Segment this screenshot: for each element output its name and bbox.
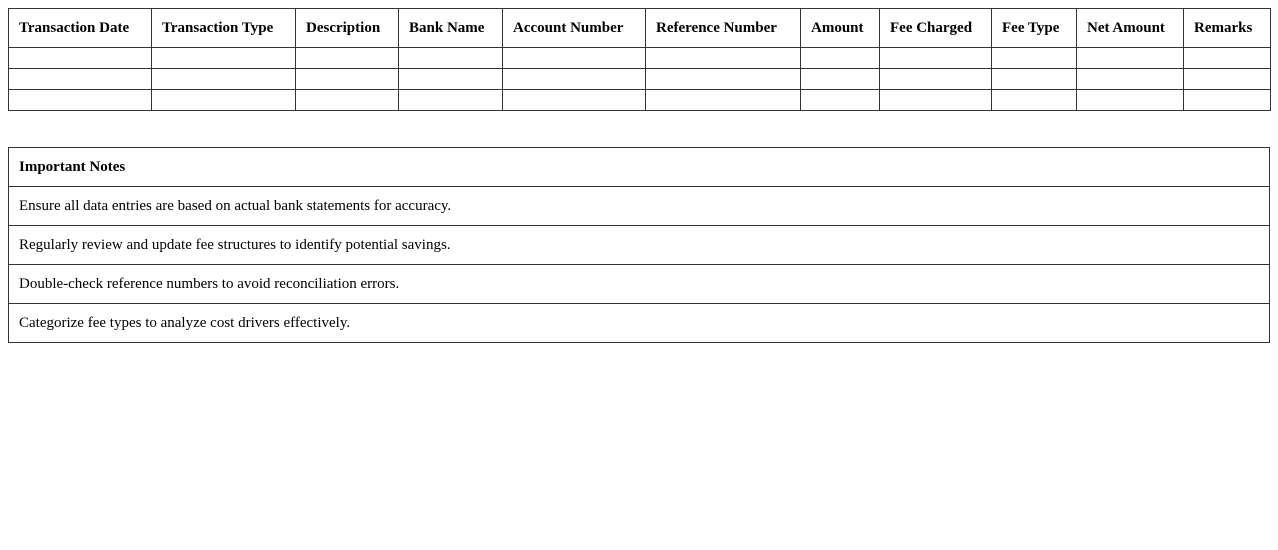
table-row: [9, 48, 1271, 69]
column-header-description: Description: [296, 9, 399, 48]
table-cell[interactable]: [152, 48, 296, 69]
table-cell[interactable]: [152, 69, 296, 90]
notes-title: Important Notes: [9, 148, 1270, 187]
table-cell[interactable]: [9, 90, 152, 111]
note-item: Double-check reference numbers to avoid reconciliation errors.: [9, 265, 1270, 304]
table-cell[interactable]: [880, 90, 992, 111]
table-cell[interactable]: [296, 69, 399, 90]
column-header-bank-name: Bank Name: [399, 9, 503, 48]
table-cell[interactable]: [1077, 90, 1184, 111]
table-cell[interactable]: [992, 90, 1077, 111]
table-cell[interactable]: [801, 48, 880, 69]
table-cell[interactable]: [296, 48, 399, 69]
table-cell[interactable]: [1184, 48, 1271, 69]
table-cell[interactable]: [503, 48, 646, 69]
column-header-reference-number: Reference Number: [646, 9, 801, 48]
table-cell[interactable]: [1077, 69, 1184, 90]
table-cell[interactable]: [152, 90, 296, 111]
table-cell[interactable]: [880, 69, 992, 90]
table-row: [9, 69, 1271, 90]
note-item: Ensure all data entries are based on actual bank statements for accuracy.: [9, 187, 1270, 226]
note-item: Categorize fee types to analyze cost drivers effectively.: [9, 304, 1270, 343]
table-cell[interactable]: [296, 90, 399, 111]
column-header-fee-charged: Fee Charged: [880, 9, 992, 48]
column-header-fee-type: Fee Type: [992, 9, 1077, 48]
column-header-transaction-type: Transaction Type: [152, 9, 296, 48]
table-cell[interactable]: [646, 69, 801, 90]
table-cell[interactable]: [9, 69, 152, 90]
table-cell[interactable]: [801, 90, 880, 111]
table-cell[interactable]: [399, 90, 503, 111]
table-cell[interactable]: [1184, 90, 1271, 111]
column-header-amount: Amount: [801, 9, 880, 48]
column-header-net-amount: Net Amount: [1077, 9, 1184, 48]
table-cell[interactable]: [503, 90, 646, 111]
table-cell[interactable]: [801, 69, 880, 90]
column-header-remarks: Remarks: [1184, 9, 1271, 48]
table-cell[interactable]: [399, 48, 503, 69]
column-header-transaction-date: Transaction Date: [9, 9, 152, 48]
table-cell[interactable]: [1077, 48, 1184, 69]
transactions-table: [8, 8, 1271, 111]
column-header-account-number: Account Number: [503, 9, 646, 48]
header-row: [9, 9, 1271, 48]
table-cell[interactable]: [646, 90, 801, 111]
table-cell[interactable]: [992, 48, 1077, 69]
table-cell[interactable]: [880, 48, 992, 69]
table-row: [9, 90, 1271, 111]
table-cell[interactable]: [1184, 69, 1271, 90]
note-item: Regularly review and update fee structures to identify potential savings.: [9, 226, 1270, 265]
table-cell[interactable]: [992, 69, 1077, 90]
table-cell[interactable]: [9, 48, 152, 69]
table-cell[interactable]: [503, 69, 646, 90]
table-cell[interactable]: [646, 48, 801, 69]
important-notes-table: [8, 147, 1270, 343]
table-cell[interactable]: [399, 69, 503, 90]
